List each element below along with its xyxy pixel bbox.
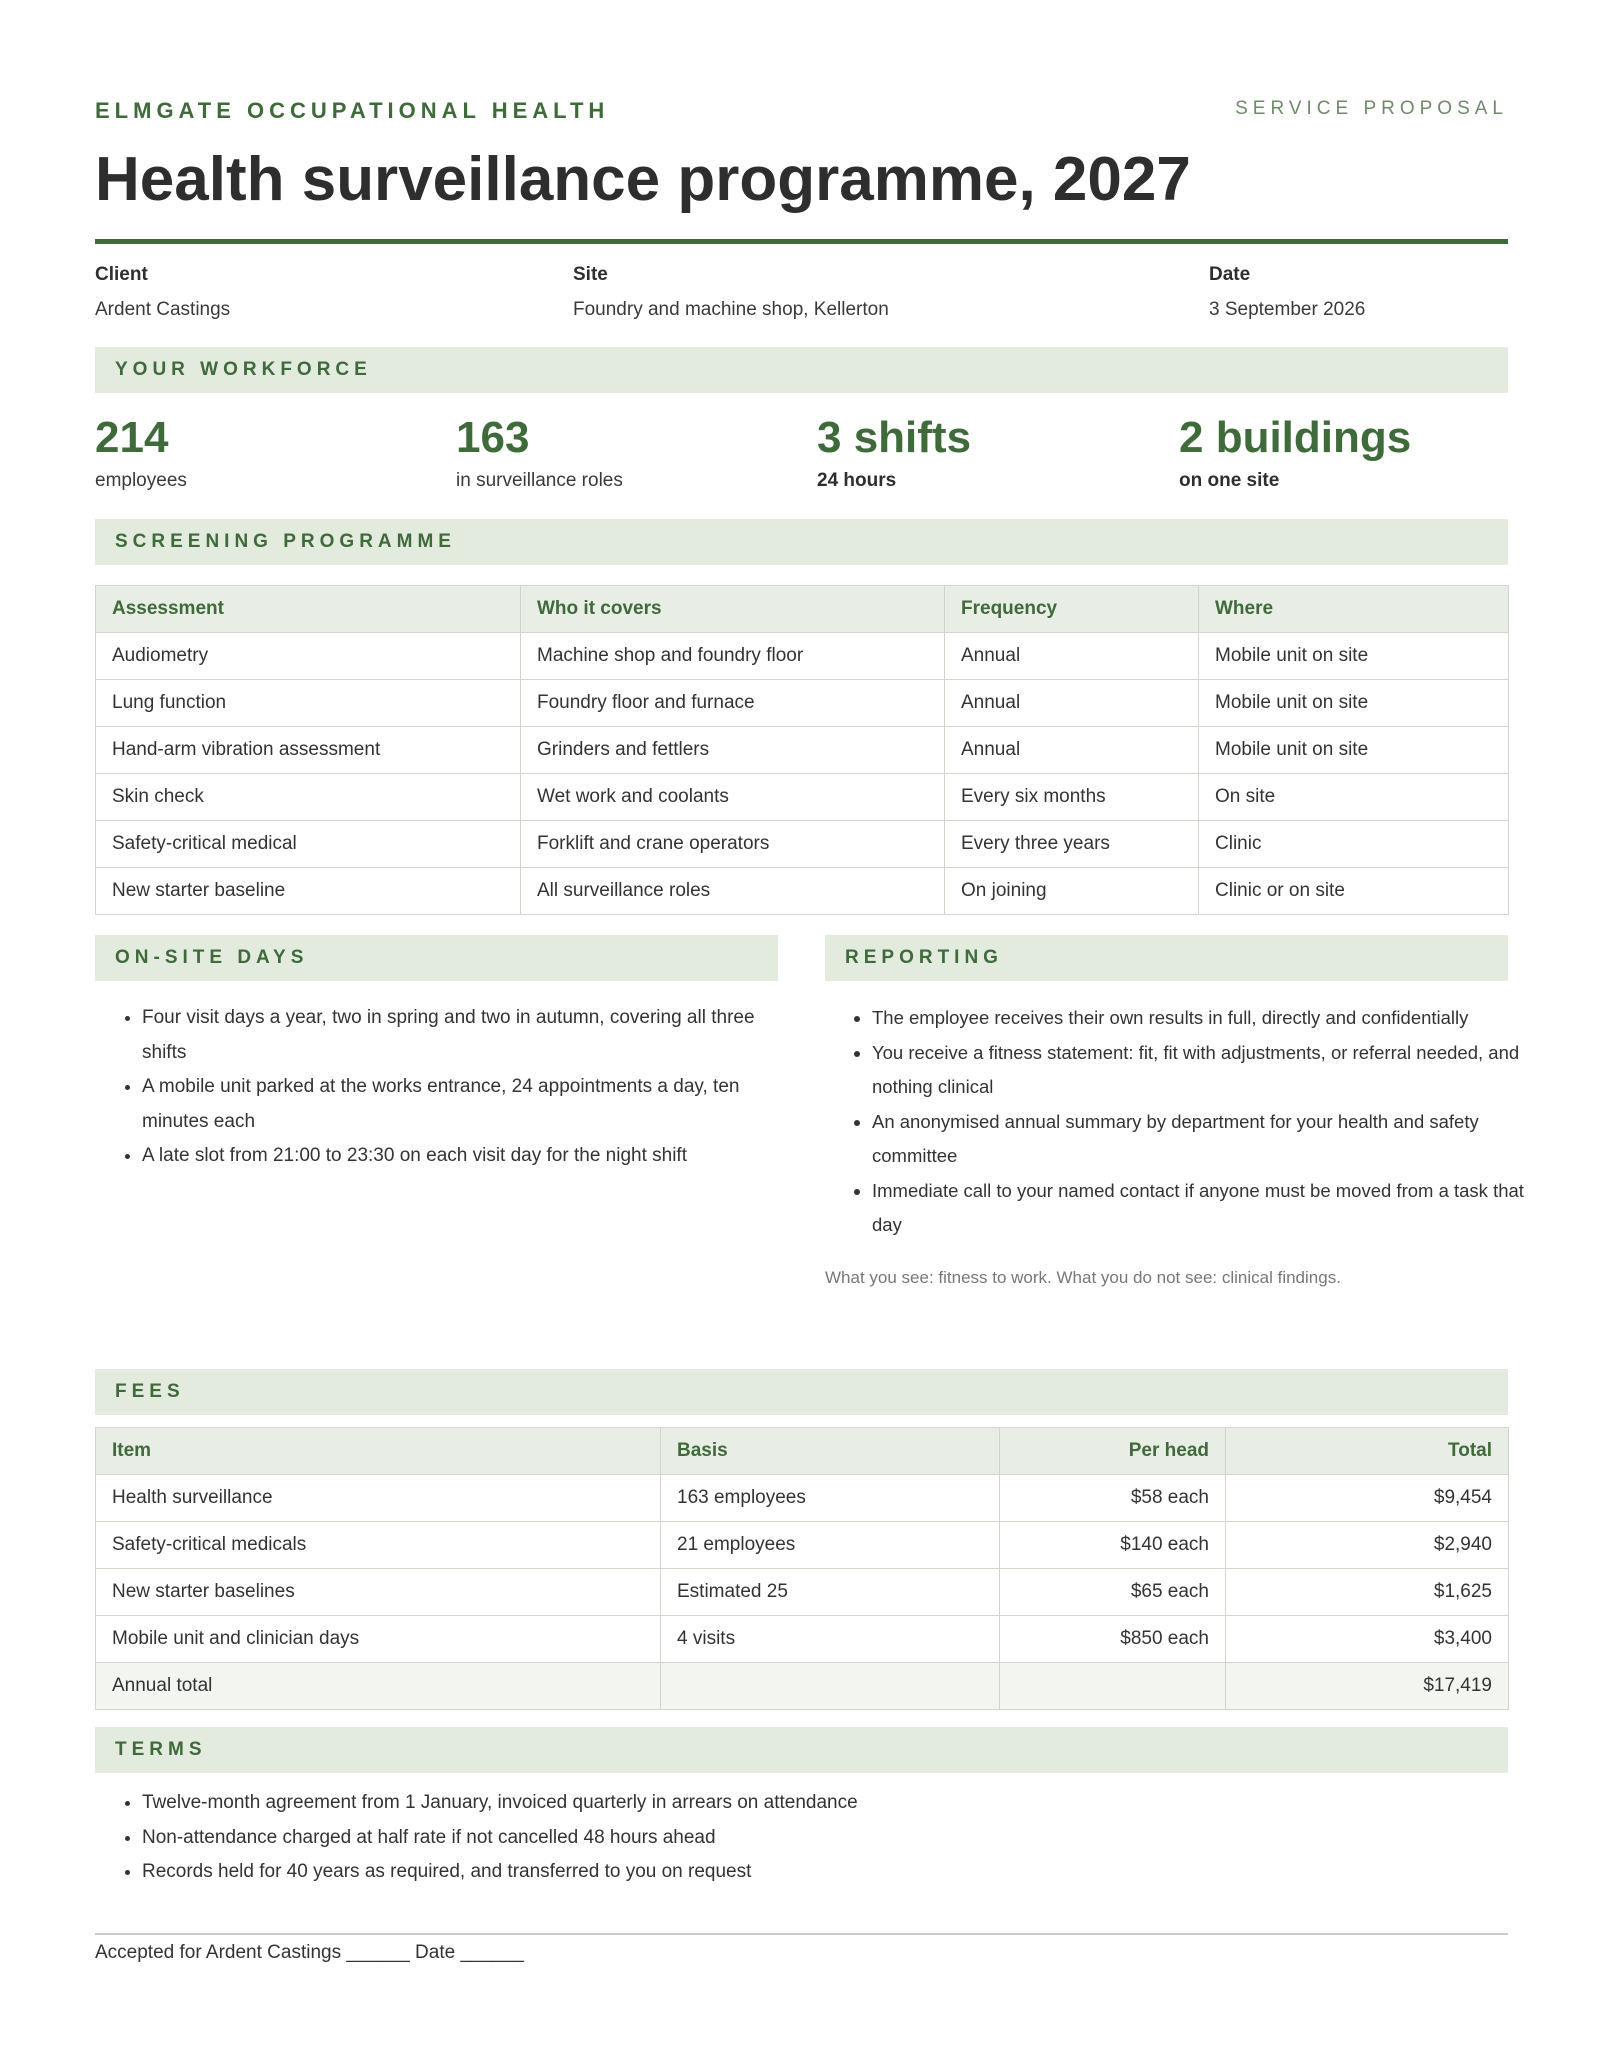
column-header: Item xyxy=(96,1428,661,1475)
where-cell: Mobile unit on site xyxy=(1199,727,1509,774)
item-cell: Safety-critical medicals xyxy=(96,1522,661,1569)
table-header-row xyxy=(96,1428,1509,1475)
table-row xyxy=(96,868,1509,915)
site-label: Site xyxy=(573,264,608,285)
list-item: • A late slot from 21:00 to 23:30 on each visit day for the night shift xyxy=(142,1139,802,1174)
empty-cell xyxy=(1000,1663,1226,1710)
frequency-cell: Annual xyxy=(945,680,1199,727)
list-item: • The employee receives their own results in full, directly and confidentially xyxy=(872,1001,1532,1036)
frequency-cell: Annual xyxy=(945,727,1199,774)
screening-heading: SCREENING PROGRAMME xyxy=(95,519,1508,565)
where-cell: Mobile unit on site xyxy=(1199,633,1509,680)
where-cell: On site xyxy=(1199,774,1509,821)
table-row xyxy=(96,1475,1509,1522)
frequency-cell: Every three years xyxy=(945,821,1199,868)
per-head-cell: $65 each xyxy=(1000,1569,1226,1616)
list-item: • Four visit days a year, two in spring and two in autumn, covering all three shifts xyxy=(142,1001,802,1070)
terms-heading: TERMS xyxy=(95,1727,1508,1773)
table-row xyxy=(96,1522,1509,1569)
header-bar xyxy=(95,98,1508,126)
signature-line: Accepted for Ardent Castings ______ Date ______ xyxy=(95,1942,524,1963)
where-cell: Mobile unit on site xyxy=(1199,680,1509,727)
column-header: Who it covers xyxy=(521,586,945,633)
date-label: Date xyxy=(1209,264,1251,285)
covers-cell: Grinders and fettlers xyxy=(521,727,945,774)
site-block xyxy=(573,264,889,321)
basis-cell: 163 employees xyxy=(661,1475,1000,1522)
list-item: • Immediate call to your named contact if anyone must be moved from a task that day xyxy=(872,1174,1532,1243)
list-item: • An anonymised annual summary by department for your health and safety committee xyxy=(872,1105,1532,1174)
stat-number: 2 buildings xyxy=(1179,413,1412,462)
total-cell: $9,454 xyxy=(1226,1475,1509,1522)
table-header-row xyxy=(96,586,1509,633)
column-header: Basis xyxy=(661,1428,1000,1475)
per-head-cell: $58 each xyxy=(1000,1475,1226,1522)
stat-number: 214 xyxy=(95,413,169,462)
stat-caption: on one site xyxy=(1179,470,1280,491)
title-rule xyxy=(95,239,1508,244)
assessment-cell: Lung function xyxy=(96,680,521,727)
table-row xyxy=(96,633,1509,680)
basis-cell: 4 visits xyxy=(661,1616,1000,1663)
list-item: • Twelve-month agreement from 1 January, invoiced quarterly in arrears on attendance xyxy=(142,1786,1442,1821)
item-cell: Mobile unit and clinician days xyxy=(96,1616,661,1663)
total-cell: $1,625 xyxy=(1226,1569,1509,1616)
fees-table xyxy=(95,1427,1509,1710)
stat-number: 163 xyxy=(456,413,530,462)
fees-heading: FEES xyxy=(95,1369,1508,1415)
onsite-heading: ON-SITE DAYS xyxy=(95,935,778,981)
assessment-cell: New starter baseline xyxy=(96,868,521,915)
signature-rule xyxy=(95,1933,1508,1935)
empty-cell xyxy=(661,1663,1000,1710)
total-value: $17,419 xyxy=(1226,1663,1509,1710)
column-header: Total xyxy=(1226,1428,1509,1475)
basis-cell: 21 employees xyxy=(661,1522,1000,1569)
list-item: • Non-attendance charged at half rate if not cancelled 48 hours ahead xyxy=(142,1821,1442,1856)
column-header: Assessment xyxy=(96,586,521,633)
stat-surveillance-roles xyxy=(456,410,623,492)
screening-table xyxy=(95,585,1509,915)
where-cell: Clinic or on site xyxy=(1199,868,1509,915)
total-row xyxy=(96,1663,1509,1710)
list-item: • A mobile unit parked at the works entrance, 24 appointments a day, ten minutes each xyxy=(142,1070,802,1139)
covers-cell: All surveillance roles xyxy=(521,868,945,915)
stat-employees xyxy=(95,410,187,492)
reporting-list xyxy=(825,1001,1532,1243)
basis-cell: Estimated 25 xyxy=(661,1569,1000,1616)
stat-caption: in surveillance roles xyxy=(456,470,623,491)
stat-buildings xyxy=(1179,410,1411,492)
stat-shifts xyxy=(817,410,971,492)
assessment-cell: Skin check xyxy=(96,774,521,821)
assessment-cell: Safety-critical medical xyxy=(96,821,521,868)
onsite-list xyxy=(95,1001,802,1174)
stat-caption: employees xyxy=(95,470,187,491)
total-cell: $3,400 xyxy=(1226,1616,1509,1663)
list-item: • You receive a fitness statement: fit, fit with adjustments, or referral needed, and nothing clinical xyxy=(872,1036,1532,1105)
document-type: SERVICE PROPOSAL xyxy=(1235,98,1508,119)
per-head-cell: $140 each xyxy=(1000,1522,1226,1569)
frequency-cell: Annual xyxy=(945,633,1199,680)
client-label: Client xyxy=(95,264,148,285)
workforce-heading: YOUR WORKFORCE xyxy=(95,347,1508,393)
assessment-cell: Audiometry xyxy=(96,633,521,680)
covers-cell: Forklift and crane operators xyxy=(521,821,945,868)
assessment-cell: Hand-arm vibration assessment xyxy=(96,727,521,774)
stat-number: 3 shifts xyxy=(817,413,972,462)
table-row xyxy=(96,774,1509,821)
page-title: Health surveillance programme, 2027 xyxy=(95,145,1191,214)
table-row xyxy=(96,821,1509,868)
frequency-cell: Every six months xyxy=(945,774,1199,821)
date-value: 3 September 2026 xyxy=(1209,299,1366,320)
table-row xyxy=(96,1616,1509,1663)
covers-cell: Wet work and coolants xyxy=(521,774,945,821)
list-item: • Records held for 40 years as required, and transferred to you on request xyxy=(142,1855,1442,1890)
column-header: Frequency xyxy=(945,586,1199,633)
table-row xyxy=(96,1569,1509,1616)
terms-list xyxy=(95,1786,1442,1890)
covers-cell: Foundry floor and furnace xyxy=(521,680,945,727)
site-value: Foundry and machine shop, Kellerton xyxy=(573,299,889,320)
client-value: Ardent Castings xyxy=(95,299,231,320)
client-block xyxy=(95,264,230,321)
per-head-cell: $850 each xyxy=(1000,1616,1226,1663)
item-cell: Health surveillance xyxy=(96,1475,661,1522)
reporting-note: What you see: fitness to work. What you do not see: clinical findings. xyxy=(825,1268,1341,1287)
column-header: Per head xyxy=(1000,1428,1226,1475)
table-row xyxy=(96,727,1509,774)
stat-caption: 24 hours xyxy=(817,470,897,491)
total-label: Annual total xyxy=(96,1663,661,1710)
item-cell: New starter baselines xyxy=(96,1569,661,1616)
total-cell: $2,940 xyxy=(1226,1522,1509,1569)
covers-cell: Machine shop and foundry floor xyxy=(521,633,945,680)
reporting-heading: REPORTING xyxy=(825,935,1508,981)
column-header: Where xyxy=(1199,586,1509,633)
frequency-cell: On joining xyxy=(945,868,1199,915)
date-block xyxy=(1209,264,1365,321)
where-cell: Clinic xyxy=(1199,821,1509,868)
table-row xyxy=(96,680,1509,727)
organisation-name: ELMGATE OCCUPATIONAL HEALTH xyxy=(95,98,610,123)
